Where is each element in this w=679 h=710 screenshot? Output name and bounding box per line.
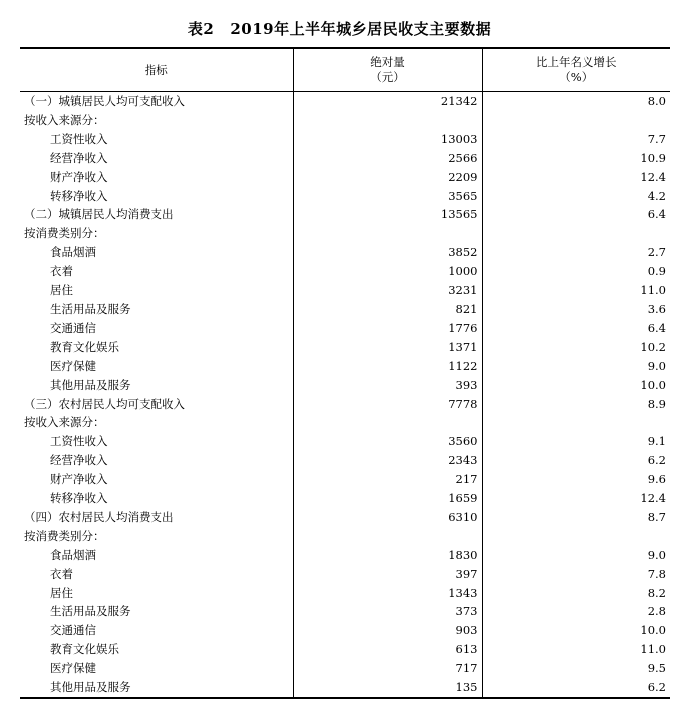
row-label: 按收入来源分： [24, 112, 105, 127]
header-absolute-unit: （元） [370, 70, 405, 84]
row-absolute-value: 1122 [293, 357, 482, 376]
row-growth-value: 0.9 [482, 262, 670, 281]
row-absolute-value: 13565 [293, 205, 482, 224]
row-absolute-value: 373 [293, 602, 482, 621]
row-label: （三）农村居民人均可支配收入 [24, 396, 185, 411]
row-absolute-value: 135 [293, 678, 482, 698]
table-row [20, 584, 670, 603]
row-growth-value: 12.4 [482, 168, 670, 187]
row-growth-value: 9.5 [482, 659, 670, 678]
row-absolute-value [293, 413, 482, 432]
table-row [20, 640, 670, 659]
row-growth-value: 2.7 [482, 243, 670, 262]
table-row [20, 130, 670, 149]
header-absolute-label: 绝对量 [370, 55, 405, 69]
row-growth-value: 3.6 [482, 300, 670, 319]
row-growth-value: 6.4 [482, 319, 670, 338]
header-growth-unit: （%） [559, 70, 594, 84]
table-row [20, 527, 670, 546]
row-label: 按消费类别分： [24, 528, 105, 543]
row-absolute-value: 2209 [293, 168, 482, 187]
row-absolute-value: 903 [293, 621, 482, 640]
row-label: 工资性收入 [50, 434, 108, 449]
table-row [20, 678, 670, 698]
row-label: 交通通信 [50, 320, 96, 335]
row-growth-value: 8.9 [482, 395, 670, 414]
row-absolute-value: 1343 [293, 584, 482, 603]
table-row [20, 432, 670, 451]
table-row [20, 602, 670, 621]
row-label: 教育文化娱乐 [50, 339, 119, 354]
row-absolute-value: 397 [293, 565, 482, 584]
row-label: 衣着 [50, 264, 73, 279]
row-label: 食品烟酒 [50, 245, 96, 260]
row-growth-value [482, 111, 670, 130]
table-row [20, 300, 670, 319]
row-label: 工资性收入 [50, 131, 108, 146]
row-label: 经营净收入 [50, 150, 108, 165]
table-row [20, 413, 670, 432]
row-label: 经营净收入 [50, 453, 108, 468]
row-growth-value: 7.8 [482, 565, 670, 584]
header-growth [482, 48, 670, 92]
table-row [20, 149, 670, 168]
row-absolute-value [293, 111, 482, 130]
table-number: 表2 [187, 20, 215, 38]
table-row [20, 508, 670, 527]
row-label: （一）城镇居民人均可支配收入 [24, 94, 185, 108]
table-row [20, 205, 670, 224]
row-absolute-value: 3231 [293, 281, 482, 300]
row-absolute-value: 2566 [293, 149, 482, 168]
row-label: （四）农村居民人均消费支出 [24, 509, 174, 524]
table-row [20, 546, 670, 565]
row-absolute-value: 1371 [293, 338, 482, 357]
table-title-text: 2019年上半年城乡居民收支主要数据 [230, 20, 492, 38]
row-growth-value [482, 413, 670, 432]
row-absolute-value: 717 [293, 659, 482, 678]
row-absolute-value: 7778 [293, 395, 482, 414]
table-row [20, 451, 670, 470]
row-label: 按收入来源分： [24, 415, 105, 430]
row-growth-value: 10.9 [482, 149, 670, 168]
row-growth-value: 9.6 [482, 470, 670, 489]
row-absolute-value: 21342 [293, 92, 482, 111]
row-label: 食品烟酒 [50, 547, 96, 562]
row-growth-value: 8.7 [482, 508, 670, 527]
row-label: 医疗保健 [50, 661, 96, 676]
row-growth-value: 10.2 [482, 338, 670, 357]
row-absolute-value: 3565 [293, 187, 482, 206]
row-label: 教育文化娱乐 [50, 642, 119, 657]
row-label: 居住 [50, 585, 73, 600]
row-label: 交通通信 [50, 623, 96, 638]
table-row [20, 243, 670, 262]
header-indicator-label: 指标 [144, 62, 168, 77]
table-row [20, 659, 670, 678]
income-expenditure-table [20, 47, 670, 699]
header-absolute [293, 48, 482, 92]
row-growth-value: 6.4 [482, 205, 670, 224]
row-growth-value: 8.0 [482, 92, 670, 111]
row-absolute-value [293, 527, 482, 546]
row-absolute-value: 613 [293, 640, 482, 659]
row-growth-value: 8.2 [482, 584, 670, 603]
row-absolute-value: 1000 [293, 262, 482, 281]
row-growth-value: 7.7 [482, 130, 670, 149]
row-label: 居住 [50, 283, 73, 298]
row-label: 按消费类别分： [24, 226, 105, 241]
row-label: 财产净收入 [50, 169, 108, 184]
row-growth-value: 10.0 [482, 376, 670, 395]
row-growth-value: 4.2 [482, 187, 670, 206]
row-growth-value: 10.0 [482, 621, 670, 640]
row-absolute-value: 3560 [293, 432, 482, 451]
row-label: 生活用品及服务 [50, 301, 131, 316]
header-row [20, 48, 670, 92]
row-absolute-value [293, 224, 482, 243]
row-label: 财产净收入 [50, 472, 108, 487]
row-absolute-value: 1776 [293, 319, 482, 338]
row-growth-value: 11.0 [482, 640, 670, 659]
table-row [20, 621, 670, 640]
row-growth-value: 9.0 [482, 546, 670, 565]
row-absolute-value: 6310 [293, 508, 482, 527]
row-absolute-value: 821 [293, 300, 482, 319]
row-growth-value: 12.4 [482, 489, 670, 508]
table-row [20, 281, 670, 300]
table-row [20, 224, 670, 243]
table-row [20, 168, 670, 187]
row-label: 其他用品及服务 [20, 678, 293, 698]
table-body [20, 92, 670, 699]
row-label: 医疗保健 [50, 358, 96, 373]
table-row [20, 111, 670, 130]
row-growth-value: 9.1 [482, 432, 670, 451]
row-label: 转移净收入 [50, 491, 108, 506]
table-row [20, 470, 670, 489]
row-growth-value: 11.0 [482, 281, 670, 300]
table-row [20, 262, 670, 281]
table-row [20, 376, 670, 395]
header-growth-label: 比上年名义增长 [536, 55, 617, 69]
table-row [20, 187, 670, 206]
table-row [20, 395, 670, 414]
table-row [20, 338, 670, 357]
row-absolute-value: 3852 [293, 243, 482, 262]
table-row [20, 565, 670, 584]
row-label: 其他用品及服务 [50, 377, 131, 392]
table-row [20, 489, 670, 508]
row-absolute-value: 2343 [293, 451, 482, 470]
row-label: 生活用品及服务 [50, 604, 131, 619]
row-absolute-value: 13003 [293, 130, 482, 149]
header-indicator [20, 48, 293, 92]
row-absolute-value: 1659 [293, 489, 482, 508]
row-growth-value: 6.2 [482, 678, 670, 698]
row-label: （二）城镇居民人均消费支出 [24, 207, 174, 222]
row-label: 转移净收入 [50, 188, 108, 203]
table-row [20, 319, 670, 338]
row-label: 衣着 [50, 566, 73, 581]
row-absolute-value: 217 [293, 470, 482, 489]
row-absolute-value: 393 [293, 376, 482, 395]
row-growth-value: 2.8 [482, 602, 670, 621]
row-growth-value: 6.2 [482, 451, 670, 470]
row-growth-value [482, 527, 670, 546]
table-row [20, 92, 670, 111]
row-growth-value: 9.0 [482, 357, 670, 376]
table-title [0, 18, 679, 39]
row-absolute-value: 1830 [293, 546, 482, 565]
table-row [20, 357, 670, 376]
row-growth-value [482, 224, 670, 243]
